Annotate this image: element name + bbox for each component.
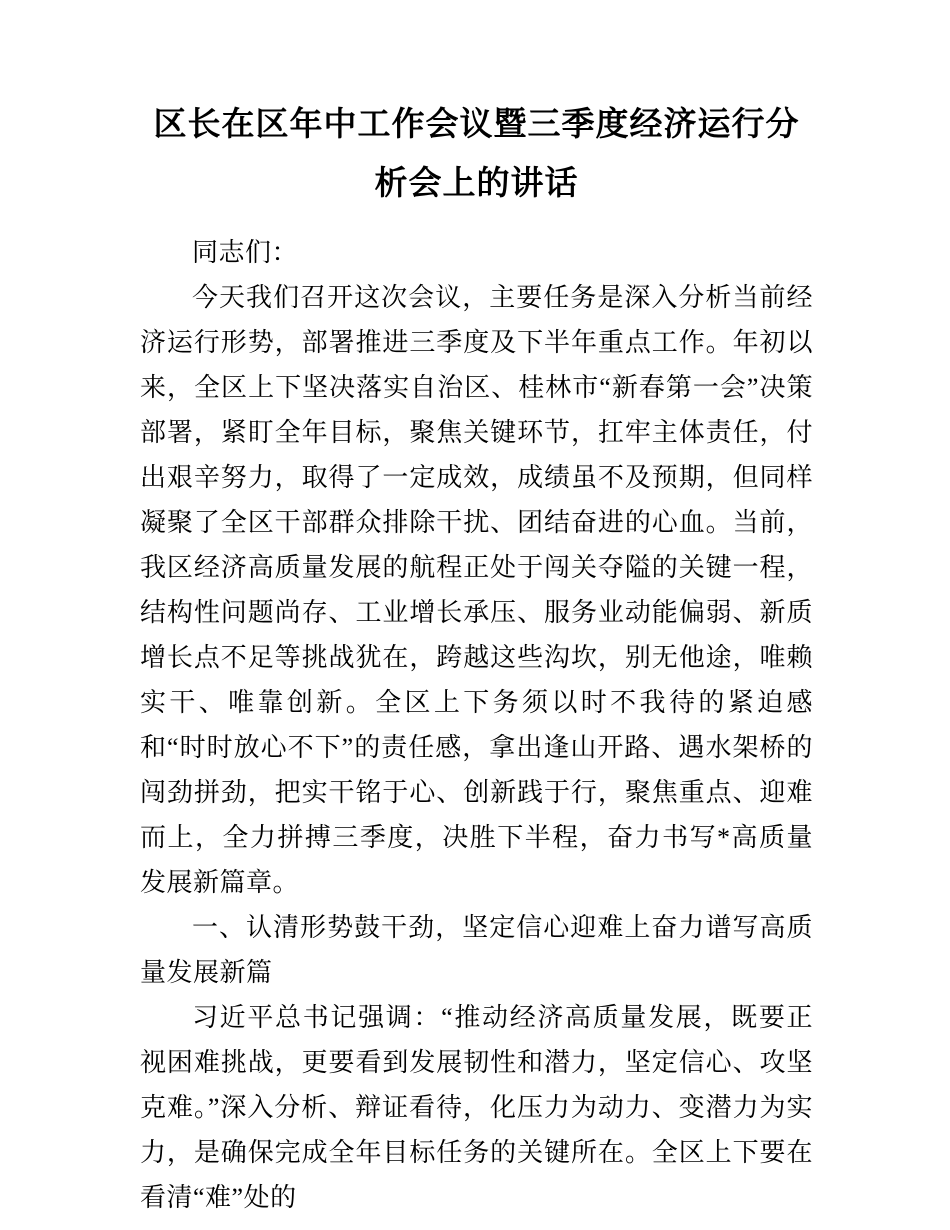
salutation: 同志们： bbox=[192, 238, 299, 267]
document-title: 区长在区年中工作会议暨三季度经济运行分析会上的讲话 bbox=[153, 107, 800, 202]
section-heading-1: 一、认清形势鼓干劲，坚定信心迎难上奋力谱写高质量发展新篇 bbox=[140, 913, 813, 987]
paragraph-section-1-body: 习近平总书记强调：“推动经济高质量发展，既要正视困难挑战，更要看到发展韧性和潜力，坚定信心、攻坚克难。”深入分析、辩证看待，化压力为动力、变潜力为实力，是确保完成全年目标任务的关键所在。全区上下要在看清“难”处的 bbox=[140, 1003, 813, 1212]
paragraph-opening: 今天我们召开这次会议，主要任务是深入分析当前经济运行形势，部署推进三季度及下半年重点工作。年初以来，全区上下坚决落实自治区、桂林市“新春第一会”决策部署，紧盯全年目标，聚焦关键环节，扛牢主体责任，付出艰辛努力，取得了一定成效，成绩虽不及预期，但同样凝聚了全区干部群众排除干扰、团结奋进的心血。当前，我区经济高质量发展的航程正处于闯关夺隘的关键一程，结构性问题尚存、工业增长承压、服务业动能偏弱、新质增长点不足等挑战犹在，跨越这些沟坎，别无他途，唯赖实干、唯靠创新。全区上下务须以时不我待的紧迫感和“时时放心不下”的责任感，拿出逢山开路、遇水架桥的闯劲拼劲，把实干铭于心、创新践于行，聚焦重点、迎难而上，全力拼搏三季度，决胜下半程，奋力书写*高质量发展新篇章。 bbox=[140, 283, 813, 897]
